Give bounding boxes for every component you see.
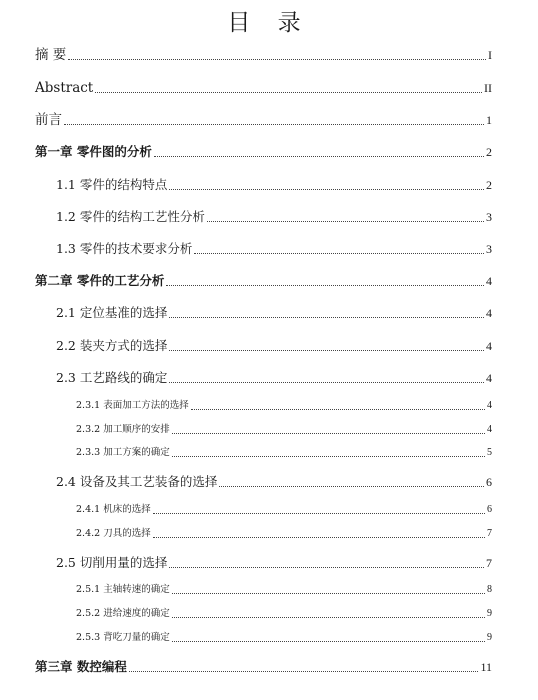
toc-entry-2-5-1[interactable]: [76, 582, 492, 598]
toc-entry-label: 2.4.1 机床的选择: [76, 504, 151, 515]
dot-leader: [166, 284, 484, 286]
toc-entry-label: Abstract: [35, 80, 94, 96]
dot-leader: [194, 252, 484, 254]
toc-entry-label: 第二章 零件的工艺分析: [35, 273, 165, 288]
toc-entry-page: 7: [487, 528, 492, 539]
toc-entry-label: 2.3.2 加工顺序的安排: [76, 424, 170, 435]
toc-entry-label: 1.1 零件的结构特点: [56, 177, 168, 192]
toc-entry-page: 7: [486, 556, 492, 570]
toc-entry-2-5-2[interactable]: [76, 606, 492, 622]
toc-entry-2-4-2[interactable]: [76, 526, 492, 542]
toc-entry-chapter-2[interactable]: [35, 271, 492, 291]
toc-entry-label: 2.2 装夹方式的选择: [56, 338, 168, 353]
toc-entry-label: 1.3 零件的技术要求分析: [56, 241, 193, 256]
toc-entry-label: 2.5.3 背吃刀量的确定: [76, 632, 170, 643]
dot-leader: [169, 381, 484, 383]
toc-entry-page: I: [488, 48, 492, 62]
dot-leader: [64, 123, 484, 125]
toc-entry-page: 4: [486, 371, 492, 385]
toc-entry-label: 1.2 零件的结构工艺性分析: [56, 209, 205, 224]
dot-leader: [169, 188, 484, 190]
dot-leader: [169, 349, 484, 351]
toc-entry-2-5-3[interactable]: [76, 630, 492, 646]
toc-entry-label: 2.4 设备及其工艺装备的选择: [56, 474, 218, 489]
dot-leader: [68, 58, 486, 60]
dot-leader: [172, 592, 485, 594]
toc-entry-page: 11: [480, 660, 492, 674]
toc-entry-label: 2.5.1 主轴转速的确定: [76, 584, 170, 595]
toc-entry-page: 5: [487, 447, 492, 458]
toc-entry-page: 4: [486, 274, 492, 288]
toc-entry-page: 2: [486, 145, 492, 159]
toc-entry-label: 第一章 零件图的分析: [35, 144, 152, 159]
dot-leader: [169, 316, 484, 318]
dot-leader: [129, 670, 479, 672]
toc-entry-page: 4: [487, 400, 492, 411]
dot-leader: [219, 485, 484, 487]
toc-entry-1-1[interactable]: [56, 175, 492, 195]
dot-leader: [153, 512, 485, 514]
dot-leader: [154, 155, 484, 157]
dot-leader: [172, 455, 485, 457]
toc-entry-2-4[interactable]: [56, 472, 492, 492]
toc-entry-page: 9: [487, 608, 492, 619]
toc-entry-abstract-cn[interactable]: [35, 45, 492, 65]
toc-entry-page: 3: [486, 242, 492, 256]
dot-leader: [191, 408, 485, 410]
toc-entry-2-3-1[interactable]: [76, 398, 492, 414]
toc-entry-page: 8: [487, 584, 492, 595]
toc-entry-page: 6: [487, 504, 492, 515]
toc-entry-label: 2.1 定位基准的选择: [56, 305, 168, 320]
toc-entry-label: 2.3.1 表面加工方法的选择: [76, 400, 189, 411]
toc-entry-page: 9: [487, 632, 492, 643]
toc-entry-preface[interactable]: [35, 110, 492, 130]
toc-entry-page: 4: [486, 306, 492, 320]
toc-entry-label: 2.4.2 刀具的选择: [76, 528, 151, 539]
dot-leader: [95, 91, 482, 93]
dot-leader: [207, 220, 484, 222]
toc-entry-2-5[interactable]: [56, 553, 492, 573]
toc-entry-2-1[interactable]: [56, 303, 492, 323]
toc-entry-page: 1: [486, 113, 492, 127]
toc-entry-page: 4: [487, 424, 492, 435]
toc-entry-2-3-3[interactable]: [76, 445, 492, 461]
dot-leader: [172, 432, 485, 434]
toc-entry-page: 4: [486, 339, 492, 353]
toc-entry-1-3[interactable]: [56, 239, 492, 259]
toc-entry-label: 2.5 切削用量的选择: [56, 555, 168, 570]
toc-entry-2-4-1[interactable]: [76, 502, 492, 518]
toc-entry-chapter-1[interactable]: [35, 142, 492, 162]
toc-entry-chapter-3[interactable]: [35, 657, 492, 677]
toc-entry-label: 第三章 数控编程: [35, 659, 127, 674]
toc-entry-2-3[interactable]: [56, 368, 492, 388]
dot-leader: [172, 640, 485, 642]
page-title: 目 录: [227, 10, 311, 36]
toc-entry-label: 前言: [35, 112, 62, 128]
toc-entry-page: 6: [486, 475, 492, 489]
toc-entry-page: 2: [486, 178, 492, 192]
toc-entry-2-2[interactable]: [56, 336, 492, 356]
toc-entry-label: 2.5.2 进给速度的确定: [76, 608, 170, 619]
toc-entry-2-3-2[interactable]: [76, 422, 492, 438]
toc-entry-abstract-en[interactable]: [35, 78, 492, 98]
toc-entry-label: 2.3 工艺路线的确定: [56, 370, 168, 385]
toc-entry-label: 摘 要: [35, 47, 67, 63]
toc-entry-page: 3: [486, 210, 492, 224]
toc-entry-label: 2.3.3 加工方案的确定: [76, 447, 170, 458]
dot-leader: [153, 536, 485, 538]
toc-entry-1-2[interactable]: [56, 207, 492, 227]
dot-leader: [169, 566, 484, 568]
toc-entry-page: II: [484, 81, 492, 95]
dot-leader: [172, 616, 485, 618]
